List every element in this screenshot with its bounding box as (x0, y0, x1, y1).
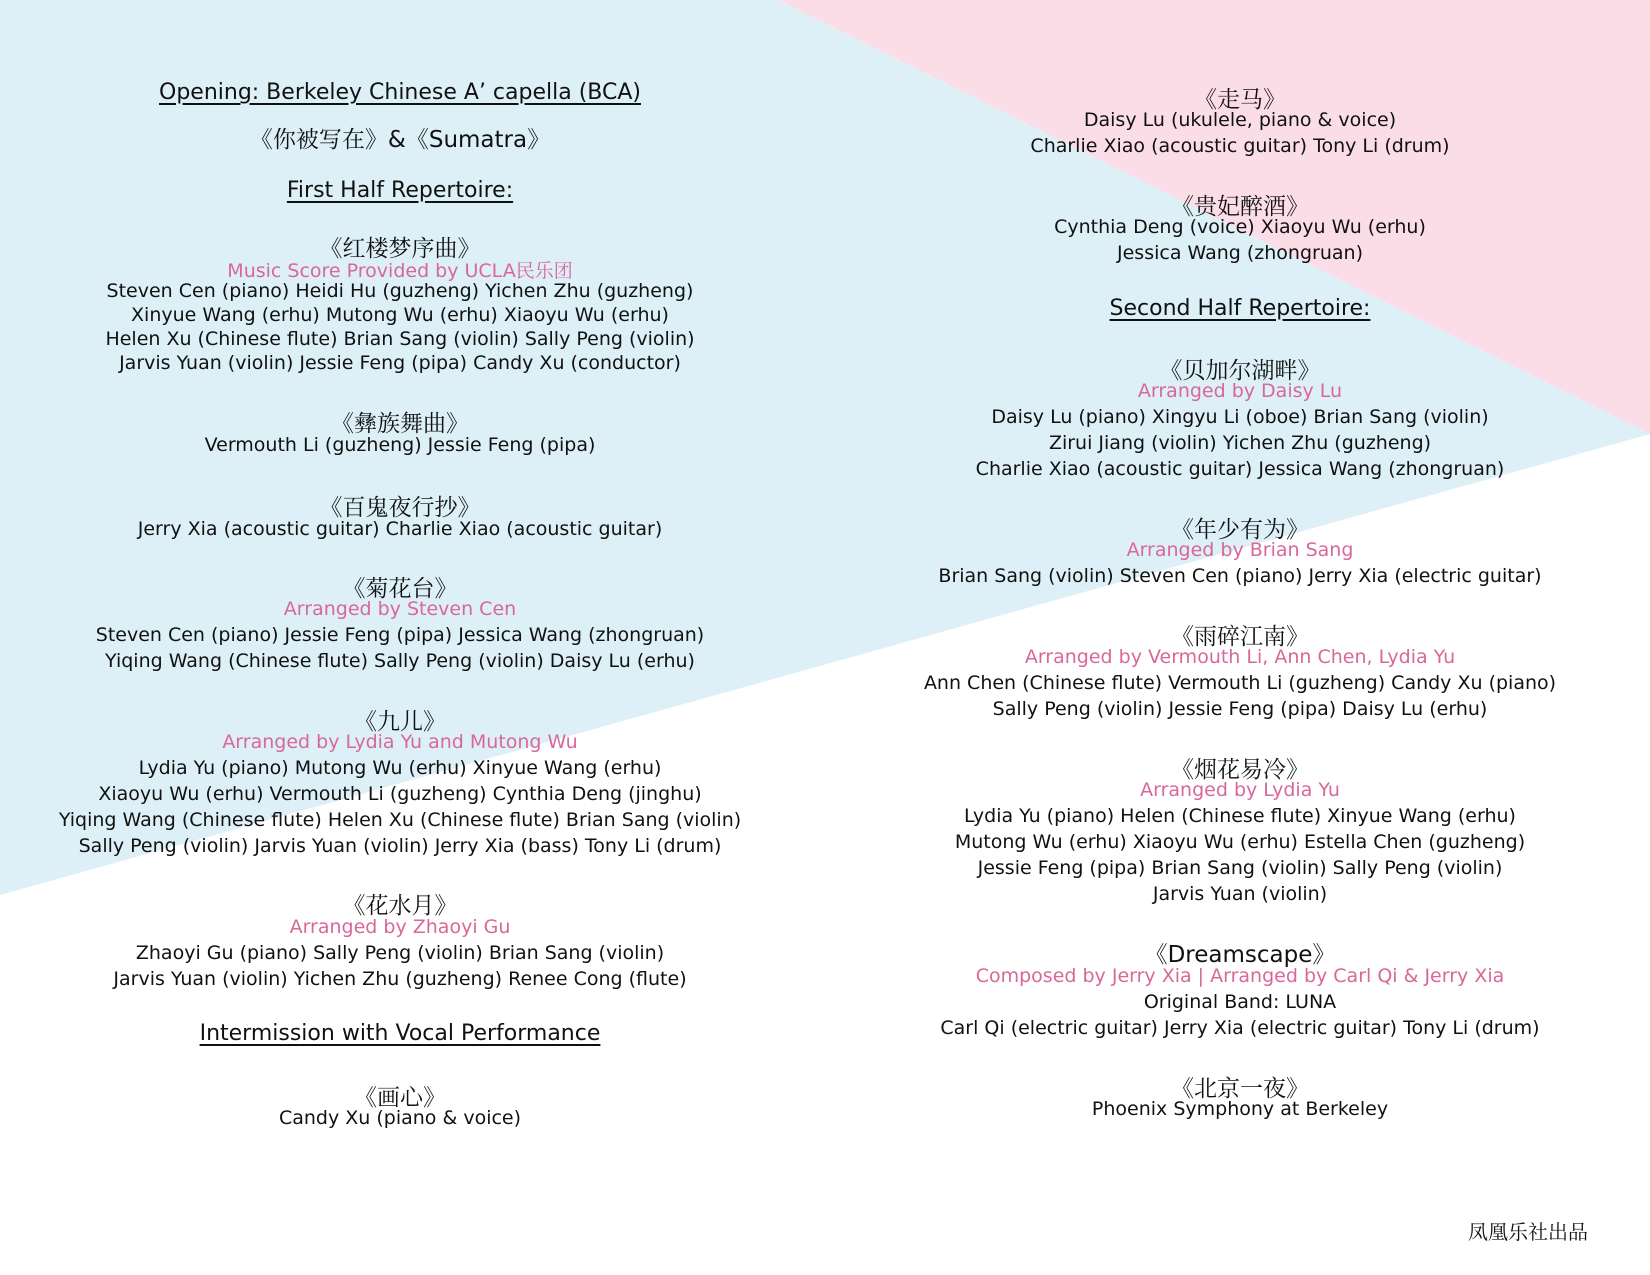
left-perf-line: Yiqing Wang (Chinese flute) Helen Xu (Chinese flute) Brian Sang (violin) (58, 809, 742, 831)
right-perf-line: Jessica Wang (zhongruan) (1117, 242, 1363, 264)
left-perf-line: Zhaoyi Gu (piano) Sally Peng (violin) Brian Sang (violin) (135, 942, 665, 964)
right-perf-line: Zirui Jiang (violin) Yichen Zhu (guzheng) (1048, 432, 1432, 454)
right-perf-line: Phoenix Symphony at Berkeley (1091, 1098, 1389, 1120)
right-perf-line: Lydia Yu (piano) Helen (Chinese flute) Xinyue Wang (erhu) (964, 805, 1516, 827)
right-credit-line: Arranged by Brian Sang (1126, 539, 1354, 561)
right-heading-line: Second Half Repertoire: (1109, 296, 1371, 321)
left-title-line: 《九儿》 (354, 709, 446, 735)
left-perf-line: Jarvis Yuan (violin) Yichen Zhu (guzheng) Renee Cong (flute) (113, 968, 687, 990)
left-credit-line: Arranged by Steven Cen (283, 598, 517, 620)
left-perf-line: Steven Cen (piano) Jessie Feng (pipa) Jessica Wang (zhongruan) (95, 624, 705, 646)
left-credit-line: Arranged by Lydia Yu and Mutong Wu (222, 731, 578, 753)
left-title-line: 《红楼梦序曲》 (319, 236, 481, 262)
right-perf-line: Original Band: LUNA (1143, 991, 1337, 1013)
right-perf-line: Mutong Wu (erhu) Xiaoyu Wu (erhu) Estella Chen (guzheng) (954, 831, 1526, 853)
left-perf-line: Candy Xu (piano & voice) (278, 1107, 522, 1129)
right-perf-line: Cynthia Deng (voice) Xiaoyu Wu (erhu) (1054, 216, 1426, 238)
right-credit-line: Arranged by Vermouth Li, Ann Chen, Lydia Yu (1024, 646, 1456, 668)
left-title-line: 《彝族舞曲》 (331, 411, 469, 437)
left-heading-line: Intermission with Vocal Performance (199, 1021, 601, 1046)
left-heading-line: Opening: Berkeley Chinese A’ capella (BCA) (159, 80, 641, 105)
left-title-line: 《画心》 (354, 1085, 446, 1111)
left-credit-line: Arranged by Zhaoyi Gu (289, 916, 511, 938)
right-perf-line: Ann Chen (Chinese flute) Vermouth Li (guzheng) Candy Xu (piano) (923, 672, 1557, 694)
left-perf-line: Vermouth Li (guzheng) Jessie Feng (pipa) (204, 434, 596, 456)
left-title-line: 《百鬼夜行抄》 (319, 495, 481, 521)
footer-credit: 凤凰乐社出品 (1468, 1220, 1588, 1244)
right-perf-line: Brian Sang (violin) Steven Cen (piano) Jerry Xia (electric guitar) (938, 565, 1542, 587)
left-title-line: 《你被写在》&《Sumatra》 (249, 127, 551, 153)
left-perf-line: Steven Cen (piano) Heidi Hu (guzheng) Yichen Zhu (guzheng) (106, 280, 694, 302)
right-perf-line: Jarvis Yuan (violin) (1152, 883, 1328, 905)
right-perf-line: Carl Qi (electric guitar) Jerry Xia (electric guitar) Tony Li (drum) (940, 1017, 1540, 1039)
left-perf-line: Xinyue Wang (erhu) Mutong Wu (erhu) Xiaoyu Wu (erhu) (131, 304, 669, 326)
right-title-line: 《北京一夜》 (1171, 1076, 1309, 1102)
right-title-line: 《雨碎江南》 (1171, 624, 1309, 650)
right-title-line: 《贵妃醉酒》 (1171, 194, 1309, 220)
right-perf-line: Daisy Lu (ukulele, piano & voice) (1083, 109, 1397, 131)
right-credit-line: Composed by Jerry Xia | Arranged by Carl Qi & Jerry Xia (975, 965, 1505, 987)
right-credit-line: Arranged by Lydia Yu (1140, 779, 1340, 801)
left-perf-line: Yiqing Wang (Chinese flute) Sally Peng (violin) Daisy Lu (erhu) (105, 650, 695, 672)
right-perf-line: Daisy Lu (piano) Xingyu Li (oboe) Brian Sang (violin) (991, 406, 1489, 428)
left-perf-line: Xiaoyu Wu (erhu) Vermouth Li (guzheng) Cynthia Deng (jinghu) (98, 783, 702, 805)
right-title-line: 《走马》 (1194, 87, 1286, 113)
right-perf-line: Sally Peng (violin) Jessie Feng (pipa) Daisy Lu (erhu) (992, 698, 1488, 720)
right-title-line: 《烟花易冷》 (1171, 757, 1309, 783)
right-perf-line: Charlie Xiao (acoustic guitar) Jessica Wang (zhongruan) (975, 458, 1505, 480)
left-perf-line: Jerry Xia (acoustic guitar) Charlie Xiao (acoustic guitar) (137, 518, 663, 540)
left-title-line: 《菊花台》 (342, 576, 458, 602)
right-perf-line: Charlie Xiao (acoustic guitar) Tony Li (drum) (1030, 135, 1450, 157)
left-credit-line: Music Score Provided by UCLA民乐团 (227, 260, 573, 282)
left-perf-line: Jarvis Yuan (violin) Jessie Feng (pipa) Candy Xu (conductor) (119, 352, 681, 374)
left-heading-line: First Half Repertoire: (286, 178, 514, 203)
right-credit-line: Arranged by Daisy Lu (1137, 380, 1343, 402)
left-perf-line: Helen Xu (Chinese flute) Brian Sang (violin) Sally Peng (violin) (105, 328, 695, 350)
right-title-line: 《Dreamscape》 (1144, 942, 1336, 968)
left-title-line: 《花水月》 (342, 893, 458, 919)
left-perf-line: Sally Peng (violin) Jarvis Yuan (violin) Jerry Xia (bass) Tony Li (drum) (78, 835, 722, 857)
right-title-line: 《年少有为》 (1171, 517, 1309, 543)
left-perf-line: Lydia Yu (piano) Mutong Wu (erhu) Xinyue Wang (erhu) (138, 757, 662, 779)
right-title-line: 《贝加尔湖畔》 (1159, 358, 1321, 384)
right-perf-line: Jessie Feng (pipa) Brian Sang (violin) Sally Peng (violin) (977, 857, 1503, 879)
